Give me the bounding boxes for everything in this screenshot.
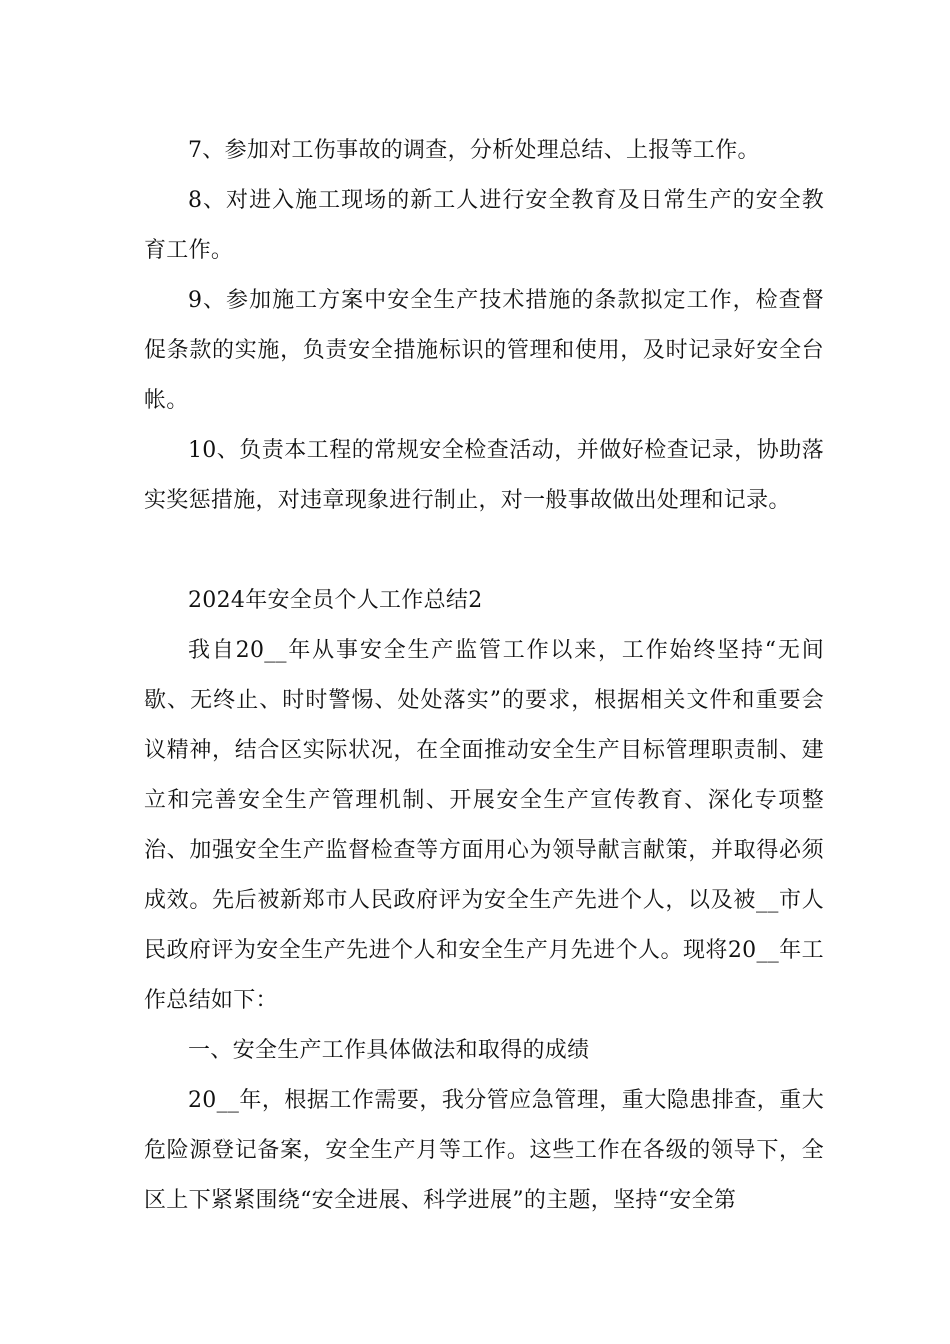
section-title: 2024年安全员个人工作总结2 — [188, 588, 483, 613]
paragraph-item-7: 7、参加对工伤事故的调查，分析处理总结、上报等工作。 — [188, 138, 760, 163]
paragraph-item-9: 9、参加施工方案中安全生产技术措施的条款拟定工作，检查督促条款的实施，负责安全措施标识的管理和使用，及时记录好安全台帐。 — [144, 288, 824, 413]
paragraph-item-8: 8、对进入施工现场的新工人进行安全教育及日常生产的安全教育工作。 — [144, 188, 824, 263]
paragraph-item-10: 10、负责本工程的常规安全检查活动，并做好检查记录，协助落实奖惩措施，对违章现象进行制止，对一般事故做出处理和记录。 — [144, 438, 824, 513]
section-paragraph-intro: 我自20__年从事安全生产监管工作以来，工作始终坚持“无间歇、无终止、时时警惕、处处落实”的要求，根据相关文件和重要会议精神，结合区实际状况，在全面推动安全生产目标管理职责制、建立和完善安全生产管理机制、开展安全生产宣传教育、深化专项整治、加强安全生产监督检查等方面用心为领导献言献策，并取得必须成效。先后被新郑市人民政府评为安全生产先进个人，以及被__市人民政府评为安全生产先进个人和安全生产月先进个人。现将20__年工作总结如下： — [144, 638, 824, 1013]
section-subheading: 一、安全生产工作具体做法和取得的成绩 — [188, 1038, 590, 1063]
section-paragraph-body: 20__年，根据工作需要，我分管应急管理，重大隐患排查，重大危险源登记备案，安全生产月等工作。这些工作在各级的领导下，全区上下紧紧围绕“安全进展、科学进展”的主题，坚持“安全第 — [144, 1088, 824, 1213]
document-body — [144, 126, 824, 1226]
